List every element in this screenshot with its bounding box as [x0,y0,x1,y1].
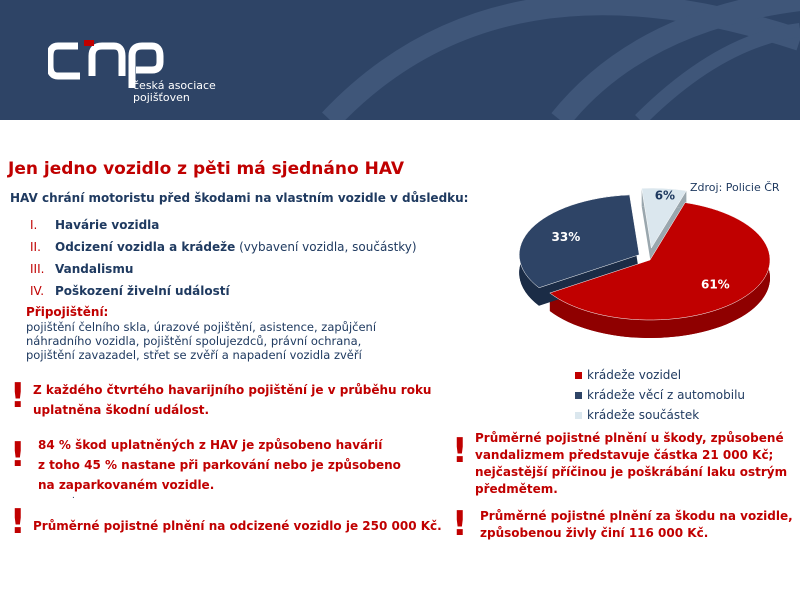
list-item-bold: Vandalismu [55,262,134,276]
pie-data-label: 6% [654,188,676,203]
note-theft-payout [33,516,442,536]
note-line: 84 % škod uplatněných z HAV je způsobeno havárií [38,438,383,452]
legend-swatch [575,392,582,399]
note-line: nejčastější příčinou je poškrábání laku ostrým [475,465,788,479]
pie-data-label: 33% [551,229,581,244]
exclamation-icon: ! [452,504,468,544]
note-natural-disaster-payout [480,508,793,542]
note-line: z toho 45 % nastane při parkování nebo je způsobeno [38,458,401,472]
exclamation-icon: ! [10,435,26,475]
list-number: II. [30,240,41,254]
note-accident-share [38,435,401,495]
intro-text: HAV chrání motoristu před škodami na vlastním vozidle v důsledku: [10,191,469,205]
legend-item [575,405,745,425]
list-number: IV. [30,284,45,298]
list-item-bold: Poškození živelní událostí [55,284,230,298]
logo-text-line1: česká asociace [133,79,216,92]
note-vandalism-payout [475,430,787,498]
chart-legend [575,365,745,425]
legend-swatch [575,412,582,419]
exclamation-icon: ! [10,502,26,542]
note-line: Průměrné pojistné plnění u škody, způsobené [475,431,784,445]
page-title: Jen jedno vozidlo z pěti má sjednáno HAV [8,159,404,179]
note-line: způsobenou živly činí 116 000 Kč. [480,526,709,540]
exclamation-icon: ! [452,431,468,471]
logo-text-line2: pojišťoven [133,91,190,104]
extras-text: pojištění čelního skla, úrazové pojištění, asistence, zapůjčení náhradního vozidla, pojištění spolujezdců, právní ochrana, pojištění zavazadel, střet se zvěří a napadení vozidla zvěří [26,320,377,362]
stray-dot: . [72,490,75,501]
list-item-rest: (vybavení vozidla, součástky) [235,240,417,254]
list-item-bold: Havárie vozidla [55,218,160,232]
legend-label: krádeže součástek [587,408,700,422]
list-number: III. [30,262,45,276]
legend-item [575,385,745,405]
note-line: uplatněna škodní událost. [33,403,210,417]
legend-swatch [575,372,582,379]
chart-source: Zdroj: Policie ČR [690,181,780,194]
list-item-bold: Odcizení vozidla a krádeže [55,240,236,254]
note-line: Průměrné pojistné plnění za škodu na vozidle, [480,509,793,523]
note-line: Z každého čtvrtého havarijního pojištění je v průběhu roku [33,383,432,397]
exclamation-icon: ! [10,376,26,416]
pie-data-label: 61% [700,277,730,292]
note-line: vandalizmem představuje částka 21 000 Kč; [475,448,774,462]
extras-heading: Připojištění: [26,305,109,319]
note-line: předmětem. [475,482,558,496]
note-claims-frequency [33,380,431,420]
legend-item [575,365,745,385]
legend-label: krádeže věcí z automobilu [587,388,746,402]
note-line: Průměrné pojistné plnění na odcizené vozidlo je 250 000 Kč. [33,519,442,533]
note-line: na zaparkovaném vozidle. [38,478,215,492]
list-number: I. [30,218,38,232]
legend-label: krádeže vozidel [587,368,682,382]
pie-chart [515,185,775,345]
header-banner [0,0,800,120]
